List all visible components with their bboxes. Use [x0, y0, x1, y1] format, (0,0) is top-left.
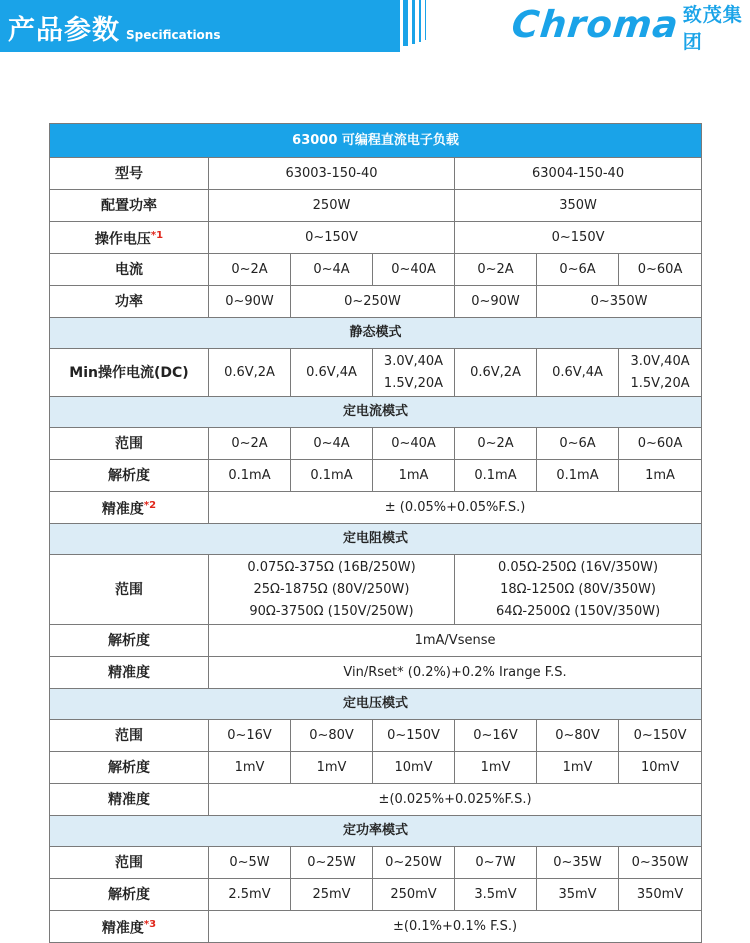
footnote-marker: *2: [143, 499, 157, 511]
table-row: [50, 222, 702, 254]
table-cell: 0~350W: [537, 286, 702, 318]
table-cell: 250mV: [373, 879, 455, 911]
table-row: [50, 847, 702, 879]
table-row: [50, 720, 702, 752]
header-banner: [0, 0, 750, 52]
table-cell: 0~4A: [291, 428, 373, 460]
row-label: 配置功率: [50, 190, 209, 222]
brand-logo-chinese: 致茂集团: [682, 4, 743, 53]
row-label: 精准度: [50, 657, 209, 689]
decorative-stripe: [412, 0, 415, 44]
table-cell: 10mV: [373, 752, 455, 784]
table-cell: 0~5W: [209, 847, 291, 879]
table-cell: 0~60A: [619, 254, 702, 286]
table-cell: 0~40A: [373, 254, 455, 286]
table-cell: 0.6V,2A: [455, 349, 537, 397]
footnote-marker: *3: [143, 918, 157, 930]
row-label: 功率: [50, 286, 209, 318]
table-cell: 0~16V: [209, 720, 291, 752]
section-header-row: [50, 318, 702, 349]
table-cell: 0.6V,4A: [291, 349, 373, 397]
row-label: 型号: [50, 158, 209, 190]
table-cell: 0~6A: [537, 254, 619, 286]
section-heading: 静态模式: [50, 318, 702, 349]
header-title-bar: [0, 0, 400, 52]
table-cell: 0.1mA: [537, 460, 619, 492]
row-label: 范围: [50, 847, 209, 879]
table-cell: 0~6A: [537, 428, 619, 460]
row-label: Min操作电流(DC): [50, 349, 209, 397]
row-label: 精准度: [50, 784, 209, 816]
table-cell: 0~150V: [619, 720, 702, 752]
table-cell: 25mV: [291, 879, 373, 911]
table-cell: 0~150V: [373, 720, 455, 752]
row-label-text: 精准度: [101, 501, 144, 518]
table-row: [50, 190, 702, 222]
table-row: [50, 911, 702, 943]
decorative-stripe: [403, 0, 408, 46]
table-row: [50, 460, 702, 492]
table-cell: 1mV: [455, 752, 537, 784]
table-cell: ±(0.1%+0.1% F.S.): [209, 911, 702, 943]
table-cell: 1mV: [209, 752, 291, 784]
row-label: 解析度: [50, 752, 209, 784]
table-row: [50, 657, 702, 689]
cell-line: 64Ω-2500Ω (150V/350W): [495, 603, 661, 619]
cell-line: 1.5V,20A: [383, 375, 444, 391]
footnote-marker: *1: [150, 229, 164, 241]
table-cell: 0~2A: [209, 254, 291, 286]
table-cell: 0~7W: [455, 847, 537, 879]
table-row: [50, 286, 702, 318]
table-cell: [373, 349, 455, 397]
table-cell: 1mA/Vsense: [209, 625, 702, 657]
table-cell: 0~2A: [209, 428, 291, 460]
row-label: [50, 911, 209, 943]
section-heading: 定功率模式: [50, 816, 702, 847]
table-cell: 0~60A: [619, 428, 702, 460]
table-cell: 0.1mA: [291, 460, 373, 492]
table-cell: 350W: [455, 190, 702, 222]
section-heading: 定电流模式: [50, 397, 702, 428]
row-label: 解析度: [50, 879, 209, 911]
table-cell: 0~150V: [209, 222, 455, 254]
table-cell: 1mA: [619, 460, 702, 492]
row-label: 范围: [50, 720, 209, 752]
table-row: [50, 784, 702, 816]
table-cell: 0.6V,2A: [209, 349, 291, 397]
table-row: [50, 625, 702, 657]
cell-line: 18Ω-1250Ω (80V/350W): [500, 581, 657, 597]
spec-table: [49, 123, 702, 943]
table-cell: [455, 555, 702, 625]
section-header-row: [50, 524, 702, 555]
decorative-stripe: [425, 0, 426, 40]
decorative-stripe: [419, 0, 421, 42]
cell-line: 0.075Ω-375Ω (16B/250W): [247, 559, 416, 575]
brand-logo-wordmark: Chroma: [509, 2, 681, 46]
row-label: 解析度: [50, 625, 209, 657]
table-cell: 0~2A: [455, 428, 537, 460]
table-cell: 0~250W: [373, 847, 455, 879]
table-cell: 350mV: [619, 879, 702, 911]
section-header-row: [50, 816, 702, 847]
table-cell: 1mV: [537, 752, 619, 784]
table-row: [50, 254, 702, 286]
page-title: 产品参数: [8, 15, 120, 46]
table-cell: 0~16V: [455, 720, 537, 752]
table-cell: 1mV: [291, 752, 373, 784]
table-row: [50, 879, 702, 911]
table-cell: 63004-150-40: [455, 158, 702, 190]
row-label: [50, 492, 209, 524]
page-subtitle: Specifications: [126, 28, 221, 42]
table-cell: 0.1mA: [455, 460, 537, 492]
cell-line: 25Ω-1875Ω (80V/250W): [253, 581, 410, 597]
table-row: [50, 555, 702, 625]
cell-line: 3.0V,40A: [630, 353, 690, 369]
row-label: 解析度: [50, 460, 209, 492]
table-cell: 0~35W: [537, 847, 619, 879]
table-row: [50, 492, 702, 524]
table-cell: 0.6V,4A: [537, 349, 619, 397]
row-label-text: 操作电压: [94, 231, 151, 248]
table-cell: 0~80V: [291, 720, 373, 752]
row-label: 范围: [50, 555, 209, 625]
table-cell: 0~25W: [291, 847, 373, 879]
brand-logo: [509, 2, 750, 53]
table-row: [50, 428, 702, 460]
table-cell: 0~90W: [455, 286, 537, 318]
table-cell: 0~40A: [373, 428, 455, 460]
table-cell: ± (0.05%+0.05%F.S.): [209, 492, 702, 524]
table-cell: 63003-150-40: [209, 158, 455, 190]
table-cell: 2.5mV: [209, 879, 291, 911]
table-row: [50, 752, 702, 784]
table-cell: 0.1mA: [209, 460, 291, 492]
section-heading: 定电压模式: [50, 689, 702, 720]
table-title-row: [50, 124, 702, 158]
section-heading: 定电阻模式: [50, 524, 702, 555]
table-cell: 0~90W: [209, 286, 291, 318]
table-cell: 0~350W: [619, 847, 702, 879]
table-cell: [209, 555, 455, 625]
table-cell: 0~250W: [291, 286, 455, 318]
table-cell: 1mA: [373, 460, 455, 492]
table-row: [50, 349, 702, 397]
row-label: 范围: [50, 428, 209, 460]
section-header-row: [50, 689, 702, 720]
cell-line: 0.05Ω-250Ω (16V/350W): [498, 559, 659, 575]
section-header-row: [50, 397, 702, 428]
table-cell: 0~150V: [455, 222, 702, 254]
table-title: 63000 可编程直流电子负载: [50, 124, 702, 158]
row-label-text: 精准度: [101, 920, 144, 937]
table-cell: [619, 349, 702, 397]
cell-line: 3.0V,40A: [383, 353, 444, 369]
row-label: [50, 222, 209, 254]
cell-line: 90Ω-3750Ω (150V/250W): [249, 603, 414, 619]
table-cell: 250W: [209, 190, 455, 222]
table-cell: 0~4A: [291, 254, 373, 286]
table-cell: 35mV: [537, 879, 619, 911]
cell-line: 1.5V,20A: [630, 375, 690, 391]
table-row: [50, 158, 702, 190]
table-cell: Vin/Rset* (0.2%)+0.2% Irange F.S.: [209, 657, 702, 689]
table-cell: 0~2A: [455, 254, 537, 286]
table-cell: 0~80V: [537, 720, 619, 752]
table-cell: ±(0.025%+0.025%F.S.): [209, 784, 702, 816]
table-cell: 10mV: [619, 752, 702, 784]
row-label: 电流: [50, 254, 209, 286]
table-cell: 3.5mV: [455, 879, 537, 911]
